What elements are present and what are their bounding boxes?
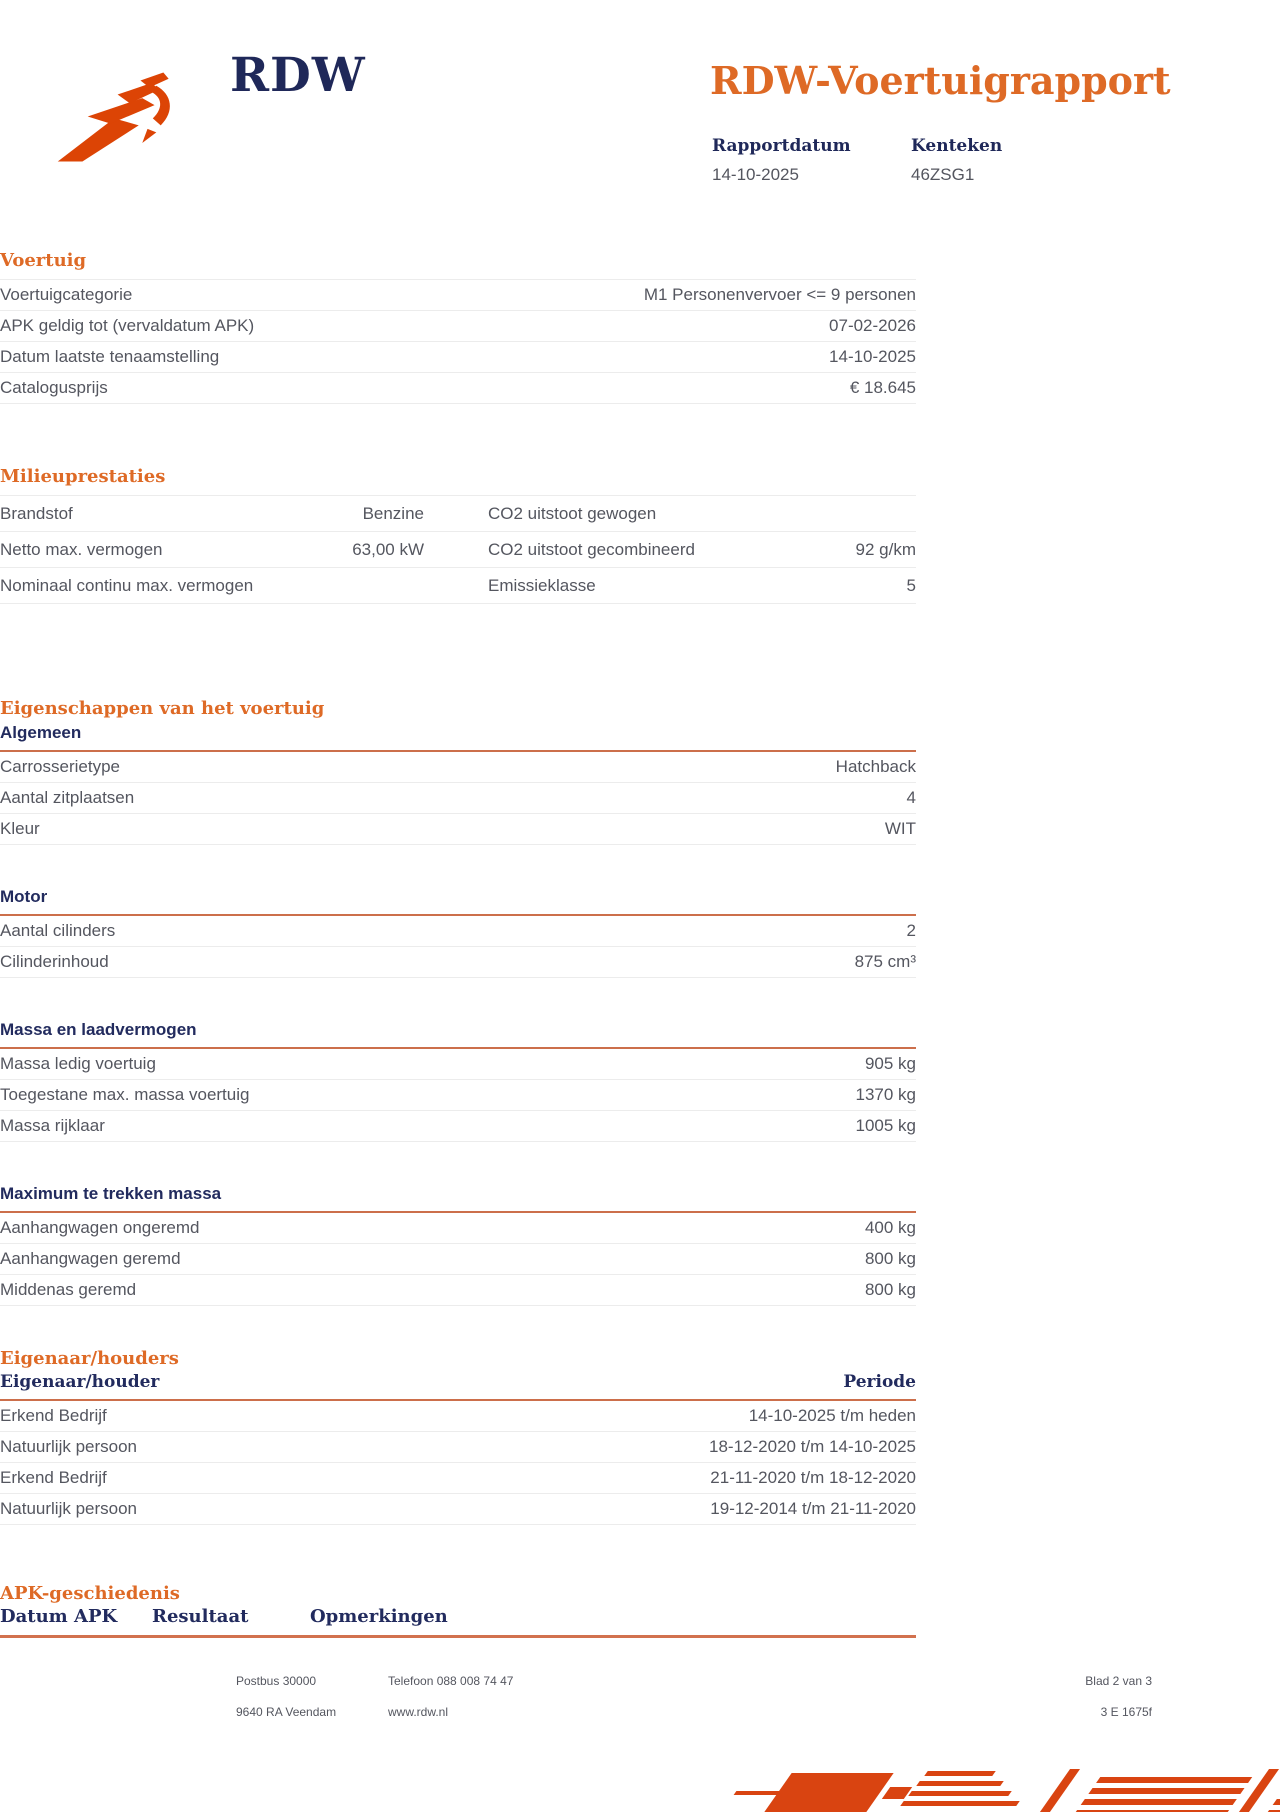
column-header: Resultaat (152, 1606, 249, 1627)
table-row (0, 1213, 916, 1244)
owner-cell: Natuurlijk persoon (0, 1437, 138, 1456)
section-apk (0, 1583, 916, 1638)
footer-line-2 (236, 1705, 1152, 1719)
report-meta (712, 136, 1110, 185)
section-eigenaar (0, 1348, 916, 1525)
table-row (0, 1244, 916, 1275)
row-label: Aantal zitplaatsen (0, 788, 135, 807)
subsection-algemeen (0, 723, 916, 845)
table-row (0, 1494, 916, 1525)
row-value: 800 kg (864, 1280, 916, 1299)
row-label: APK geldig tot (vervaldatum APK) (0, 316, 255, 335)
table-row (0, 280, 916, 311)
table-row (0, 783, 916, 814)
subsection-motor (0, 887, 916, 978)
row-value: 1005 kg (855, 1116, 916, 1135)
table-row (0, 311, 916, 342)
row-label: Voertuigcategorie (0, 285, 133, 304)
footer-address-1: Postbus 30000 (236, 1674, 317, 1688)
row-value: 63,00 kW (352, 539, 424, 559)
row-label: Catalogusprijs (0, 378, 108, 397)
table-row (0, 1432, 916, 1463)
table-row (0, 342, 916, 373)
owner-cell: Natuurlijk persoon (0, 1499, 138, 1518)
spacer (0, 1142, 916, 1184)
row-label: Datum laatste tenaamstelling (0, 347, 220, 366)
row-label: Aantal cilinders (0, 921, 116, 940)
report-date-block (712, 136, 911, 185)
row-value: WIT (884, 819, 916, 838)
subsection-massa-heading: Massa en laadvermogen (0, 1020, 916, 1049)
row-label: Middenas geremd (0, 1280, 137, 1299)
subsection-massa (0, 1020, 916, 1142)
row-value: 07-02-2026 (829, 316, 916, 335)
owner-table-header (0, 1371, 916, 1401)
row-value: 5 (906, 575, 916, 595)
subsection-trekken-heading: Maximum te trekken massa (0, 1184, 916, 1213)
footer-website: www.rdw.nl (388, 1705, 449, 1719)
row-value: 1370 kg (855, 1085, 916, 1104)
section-eigenschappen-heading: Eigenschappen van het voertuig (0, 698, 325, 719)
column-header: Opmerkingen (310, 1606, 448, 1627)
spacer (0, 978, 916, 1020)
row-value: 400 kg (864, 1218, 916, 1237)
footer-line-1 (236, 1674, 1152, 1688)
row-label: Kleur (0, 819, 40, 838)
row-label: Carrosserietype (0, 757, 120, 776)
table-row (0, 947, 916, 978)
table-row (0, 496, 916, 532)
page-title: RDW-Voertuigrapport (710, 58, 1171, 103)
column-header: Eigenaar/houder (0, 1372, 160, 1392)
report-date-value: 14-10-2025 (712, 165, 799, 184)
row-value: € 18.645 (849, 378, 916, 397)
row-label: Cilinderinhoud (0, 952, 109, 971)
table-row (0, 1111, 916, 1142)
period-cell: 21-11-2020 t/m 18-12-2020 (710, 1468, 916, 1487)
footer-form-code: 3 E 1675f (1100, 1705, 1152, 1719)
row-value: 2 (906, 921, 916, 940)
subsection-motor-heading: Motor (0, 887, 916, 916)
subsection-trekken (0, 1184, 916, 1306)
row-value: 800 kg (864, 1249, 916, 1268)
section-milieuprestaties (0, 466, 916, 604)
rdw-stripes-graphic (640, 1765, 1280, 1812)
row-value: M1 Personenvervoer <= 9 personen (643, 285, 916, 304)
footer-phone: Telefoon 088 008 74 47 (388, 1674, 514, 1688)
footer-address-2: 9640 RA Veendam (236, 1705, 337, 1719)
table-row (0, 814, 916, 845)
row-value: 92 g/km (855, 539, 916, 559)
table-row (0, 373, 916, 404)
period-cell: 14-10-2025 t/m heden (748, 1406, 916, 1425)
row-label: Toegestane max. massa voertuig (0, 1085, 250, 1104)
row-label: Nominaal continu max. vermogen (0, 575, 254, 595)
table-row (0, 752, 916, 783)
row-label: Aanhangwagen ongeremd (0, 1218, 200, 1237)
footer-page-indicator: Blad 2 van 3 (1085, 1674, 1152, 1688)
row-value: Benzine (362, 503, 424, 523)
section-eigenaar-heading: Eigenaar/houders (0, 1348, 179, 1369)
subsection-algemeen-heading: Algemeen (0, 723, 916, 752)
row-label: Aanhangwagen geremd (0, 1249, 181, 1268)
row-label: CO2 uitstoot gewogen (488, 503, 657, 523)
row-value: Hatchback (835, 757, 916, 776)
report-date-label: Rapportdatum (712, 136, 851, 156)
column-header: Datum APK (0, 1606, 118, 1627)
row-value: 4 (906, 788, 916, 807)
period-cell: 19-12-2014 t/m 21-11-2020 (710, 1499, 916, 1518)
section-voertuig (0, 250, 916, 404)
apk-table-header (0, 1606, 916, 1638)
row-label: Emissieklasse (488, 575, 596, 595)
license-plate-label: Kenteken (911, 136, 1003, 156)
row-label: Netto max. vermogen (0, 539, 163, 559)
row-value: 905 kg (864, 1054, 916, 1073)
rdw-logo-wordmark: RDW (230, 48, 366, 103)
table-row (0, 532, 916, 568)
rdw-wing-logo-icon (56, 70, 188, 164)
section-apk-heading: APK-geschiedenis (0, 1583, 180, 1604)
license-plate-value: 46ZSG1 (911, 165, 975, 184)
spacer (0, 845, 916, 887)
table-row (0, 568, 916, 604)
table-row (0, 1463, 916, 1494)
row-label: Massa rijklaar (0, 1116, 105, 1135)
row-label: CO2 uitstoot gecombineerd (488, 539, 695, 559)
table-row (0, 1049, 916, 1080)
section-voertuig-heading: Voertuig (0, 250, 87, 271)
row-label: Brandstof (0, 503, 73, 523)
section-milieuprestaties-heading: Milieuprestaties (0, 466, 166, 487)
column-header: Periode (843, 1372, 916, 1392)
license-plate-block (911, 136, 1110, 185)
owner-cell: Erkend Bedrijf (0, 1468, 107, 1487)
row-value: 875 cm³ (854, 952, 916, 971)
table-row (0, 916, 916, 947)
owner-cell: Erkend Bedrijf (0, 1406, 107, 1425)
table-row (0, 1275, 916, 1306)
period-cell: 18-12-2020 t/m 14-10-2025 (709, 1437, 916, 1456)
table-row (0, 1401, 916, 1432)
row-label: Massa ledig voertuig (0, 1054, 156, 1073)
row-value: 14-10-2025 (829, 347, 916, 366)
section-eigenschappen (0, 698, 916, 1306)
table-row (0, 1080, 916, 1111)
